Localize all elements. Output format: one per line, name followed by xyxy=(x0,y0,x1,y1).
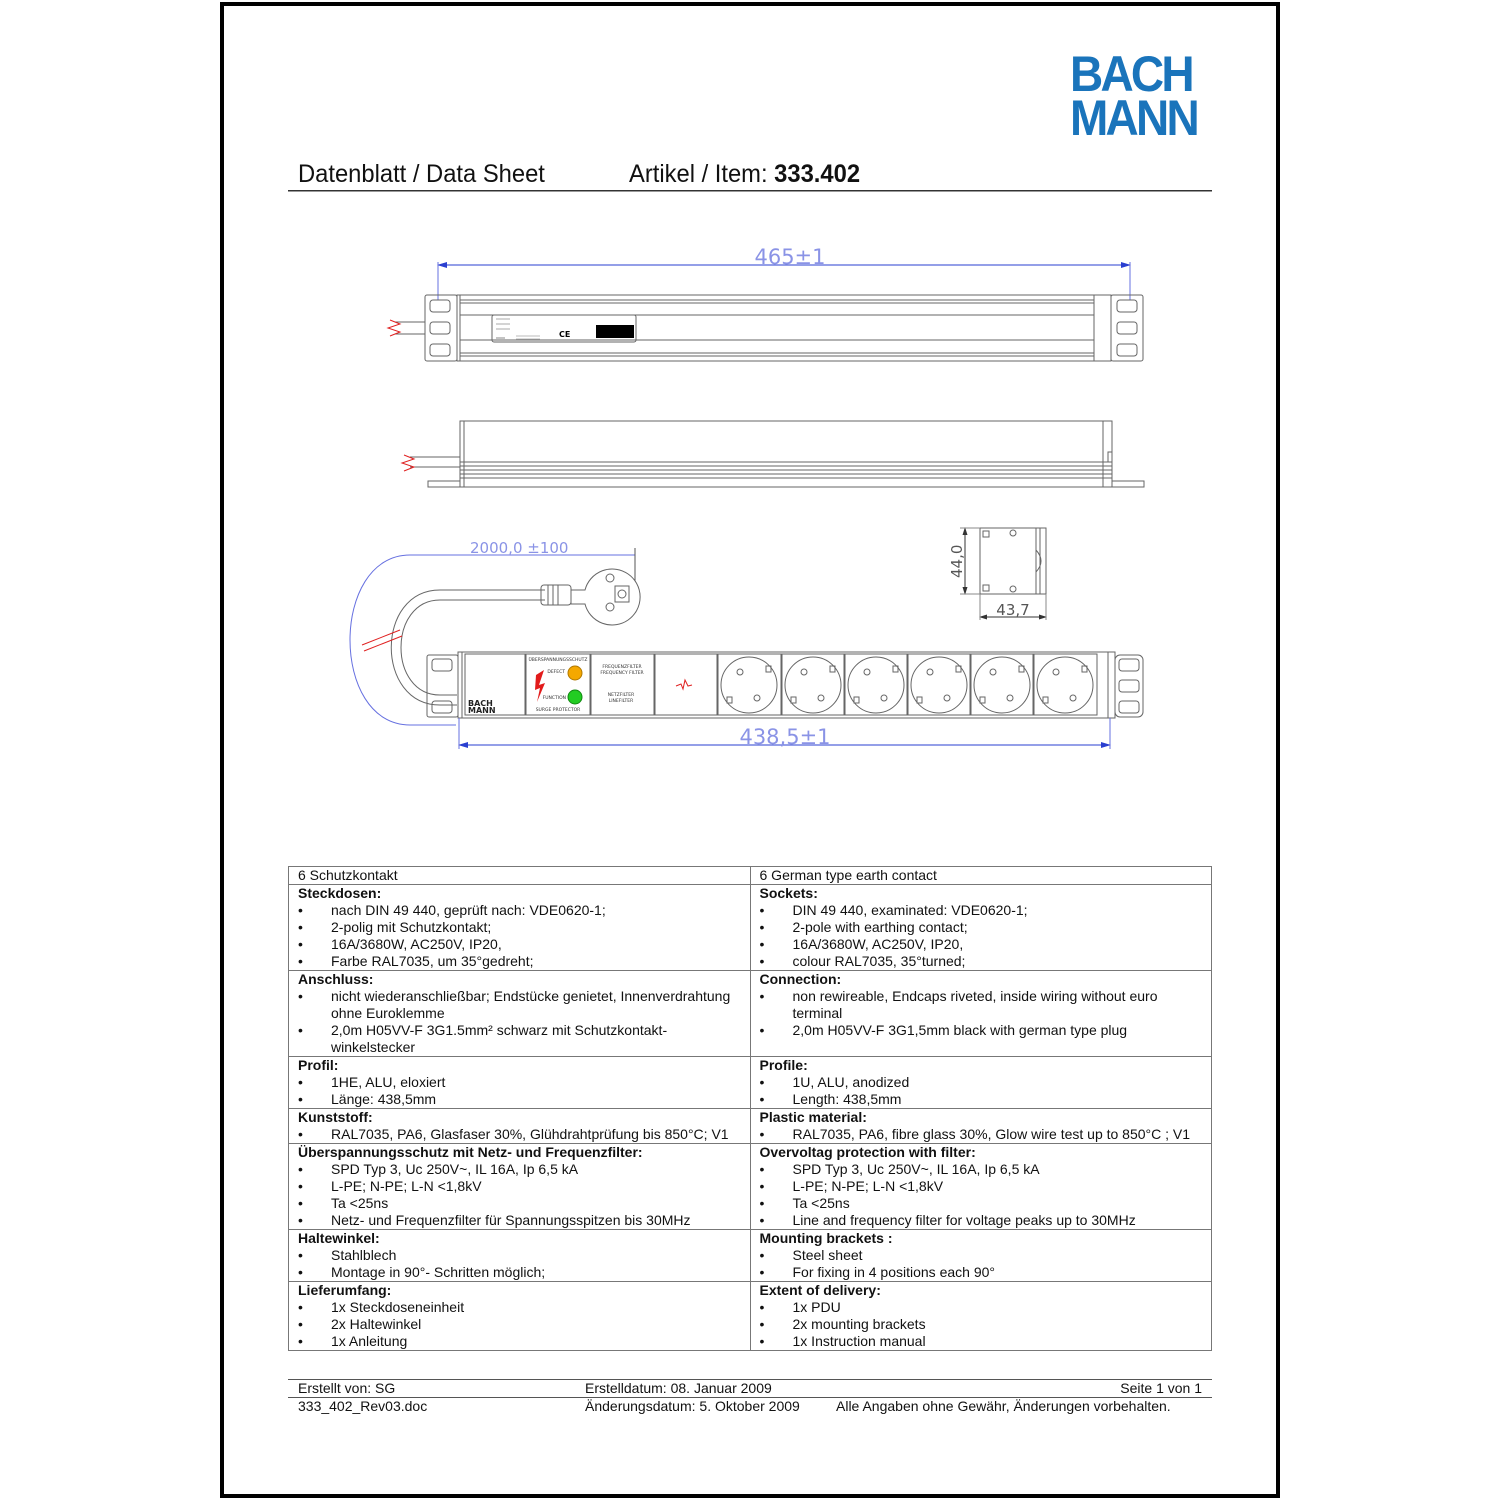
ce-mark: CE xyxy=(559,330,571,339)
section-title: Haltewinkel: xyxy=(298,1230,380,1246)
table-row xyxy=(289,867,1212,885)
list-item: • Netz- und Frequenzfilter für Spannungsspitzen bis 30MHz xyxy=(298,1212,741,1229)
list-item: • 2,0m H05VV-F 3G1.5mm² schwarz mit Schutzkontakt-winkelstecker xyxy=(298,1022,741,1056)
list-item: • nach DIN 49 440, geprüft nach: VDE0620-1; xyxy=(298,902,741,919)
created-date: Erstelldatum: 08. Januar 2009 xyxy=(585,1380,772,1396)
page-title: Datenblatt / Data Sheet xyxy=(298,160,545,188)
defect-label: DEFECT xyxy=(547,670,565,675)
function-led-icon xyxy=(568,690,582,704)
section-title: Connection: xyxy=(759,971,842,987)
section-title: Lieferumfang: xyxy=(298,1282,392,1298)
section-sockets-de xyxy=(289,885,751,971)
section-title: Overvoltag protection with filter: xyxy=(759,1144,976,1160)
dim-total-length: 465±1 xyxy=(754,245,826,269)
section-connection-en xyxy=(750,971,1212,1057)
modified-date: Änderungsdatum: 5. Oktober 2009 xyxy=(585,1398,800,1414)
footer-row-1 xyxy=(288,1380,1212,1398)
top-view xyxy=(388,245,1143,361)
list-item: • 2,0m H05VV-F 3G1,5mm black with german type plug xyxy=(760,1022,1203,1039)
list-item: • SPD Typ 3, Uc 250V~, IL 16A, Ip 6,5 kA xyxy=(760,1161,1203,1178)
surge-title: ÜBERSPANNUNGSSCHUTZ xyxy=(528,658,588,663)
section-title: Profile: xyxy=(759,1057,808,1073)
table-row xyxy=(289,885,1212,971)
list-item: • SPD Typ 3, Uc 250V~, IL 16A, Ip 6,5 kA xyxy=(298,1161,741,1178)
list-item: • nicht wiederanschließbar; Endstücke genietet, Innenverdrahtung ohne Euroklemme xyxy=(298,988,741,1022)
item-label: Artikel / Item: xyxy=(629,160,775,188)
dim-cable-length: 2000,0 ±100 xyxy=(470,539,569,557)
surge-protector-label: SURGE PROTECTOR xyxy=(535,708,581,713)
list-item: • Steel sheet xyxy=(760,1247,1203,1264)
list-item: • Montage in 90°- Schritten möglich; xyxy=(298,1264,741,1281)
section-plastic-en xyxy=(750,1109,1212,1144)
logo-line-1: BACH xyxy=(1070,46,1192,102)
list-item: • L-PE; N-PE; L-N <1,8kV xyxy=(298,1178,741,1195)
section-title: Steckdosen: xyxy=(298,885,382,901)
table-row xyxy=(289,1144,1212,1230)
list-item: • Ta <25ns xyxy=(760,1195,1203,1212)
list-item: • 1x Steckdoseneinheit xyxy=(298,1299,741,1316)
section-profile-en xyxy=(750,1057,1212,1109)
list-item: • RAL7035, PA6, fibre glass 30%, Glow wire test up to 850°C ; V1 xyxy=(760,1126,1203,1143)
section-title: Überspannungsschutz mit Netz- und Frequenzfilter: xyxy=(298,1144,643,1160)
cross-section-view xyxy=(948,528,1046,620)
section-overvoltage-de xyxy=(289,1144,751,1230)
page-number: Seite 1 von 1 xyxy=(1120,1380,1202,1396)
disclaimer: Alle Angaben ohne Gewähr, Änderungen vorbehalten. xyxy=(836,1398,1171,1414)
section-plastic-de xyxy=(289,1109,751,1144)
list-item: • Stahlblech xyxy=(298,1247,741,1264)
line-filter-en: LINEFILTER xyxy=(608,699,634,704)
function-label: FUNCTION xyxy=(542,696,566,701)
section-profile-de xyxy=(289,1057,751,1109)
list-item: • 16A/3680W, AC250V, IP20, xyxy=(760,936,1203,953)
list-item: • 2x mounting brackets xyxy=(760,1316,1203,1333)
line-filter-de: NETZFILTER xyxy=(607,693,635,698)
list-item: • Ta <25ns xyxy=(298,1195,741,1212)
list-item: • 1x Instruction manual xyxy=(760,1333,1203,1350)
section-sockets-en xyxy=(750,885,1212,971)
section-title: Plastic material: xyxy=(759,1109,867,1125)
list-item: • 2-polig mit Schutzkontakt; xyxy=(298,919,741,936)
section-connection-de xyxy=(289,971,751,1057)
created-by: Erstellt von: SG xyxy=(298,1380,396,1396)
table-row xyxy=(289,1230,1212,1282)
side-view xyxy=(402,421,1144,487)
section-brackets-en xyxy=(750,1230,1212,1282)
section-delivery-de xyxy=(289,1282,751,1351)
section-overvoltage-en xyxy=(750,1144,1212,1230)
list-item: • RAL7035, PA6, Glasfaser 30%, Glühdrahtprüfung bis 850°C; V1 xyxy=(298,1126,741,1143)
heading-en: 6 German type earth contact xyxy=(750,867,1212,885)
list-item: • Length: 438,5mm xyxy=(760,1091,1203,1108)
table-row xyxy=(289,1109,1212,1144)
dim-width: 43,7 xyxy=(996,601,1030,619)
list-item: • colour RAL7035, 35°turned; xyxy=(760,953,1203,970)
dim-profile-length: 438,5±1 xyxy=(739,725,831,749)
list-item: • 1x Anleitung xyxy=(298,1333,741,1350)
file-name: 333_402_Rev03.doc xyxy=(298,1398,428,1414)
list-item: • 1HE, ALU, eloxiert xyxy=(298,1074,741,1091)
page-footer xyxy=(288,1379,1212,1415)
list-item: • 2x Haltewinkel xyxy=(298,1316,741,1333)
list-item: • L-PE; N-PE; L-N <1,8kV xyxy=(760,1178,1203,1195)
panel-logo-line-2: MANN xyxy=(468,706,496,715)
list-item: • 2-pole with earthing contact; xyxy=(760,919,1203,936)
footer-row-2 xyxy=(288,1398,1212,1415)
section-title: Extent of delivery: xyxy=(759,1282,881,1298)
list-item: • 16A/3680W, AC250V, IP20, xyxy=(298,936,741,953)
section-brackets-de xyxy=(289,1230,751,1282)
section-title: Mounting brackets : xyxy=(759,1230,893,1246)
logo-line-2: MANN xyxy=(1070,90,1197,146)
freq-filter-en: FREQUENCY FILTER xyxy=(600,671,644,676)
spec-table xyxy=(288,866,1212,1351)
panel-logo-line-1: BACH xyxy=(468,699,493,708)
table-row xyxy=(289,1282,1212,1351)
freq-filter-de: FREQUENZFILTER xyxy=(602,665,642,670)
item-number: 333.402 xyxy=(774,160,861,188)
section-title: Sockets: xyxy=(759,885,818,901)
list-item: • DIN 49 440, examinated: VDE0620-1; xyxy=(760,902,1203,919)
front-view xyxy=(350,539,1143,749)
list-item: • 1x PDU xyxy=(760,1299,1203,1316)
table-row xyxy=(289,1057,1212,1109)
section-title: Anschluss: xyxy=(298,971,374,987)
section-title: Profil: xyxy=(298,1057,339,1073)
list-item: • Länge: 438,5mm xyxy=(298,1091,741,1108)
list-item: • 1U, ALU, anodized xyxy=(760,1074,1203,1091)
heading-de: 6 Schutzkontakt xyxy=(289,867,751,885)
list-item: • For fixing in 4 positions each 90° xyxy=(760,1264,1203,1281)
list-item: • non rewireable, Endcaps riveted, inside wiring without euro terminal xyxy=(760,988,1203,1022)
table-row xyxy=(289,971,1212,1057)
list-item: • Line and frequency filter for voltage peaks up to 30MHz xyxy=(760,1212,1203,1229)
dim-height: 44,0 xyxy=(948,544,966,578)
list-item: • Farbe RAL7035, um 35°gedreht; xyxy=(298,953,741,970)
defect-led-icon xyxy=(568,666,582,680)
section-title: Kunststoff: xyxy=(298,1109,373,1125)
section-delivery-en xyxy=(750,1282,1212,1351)
